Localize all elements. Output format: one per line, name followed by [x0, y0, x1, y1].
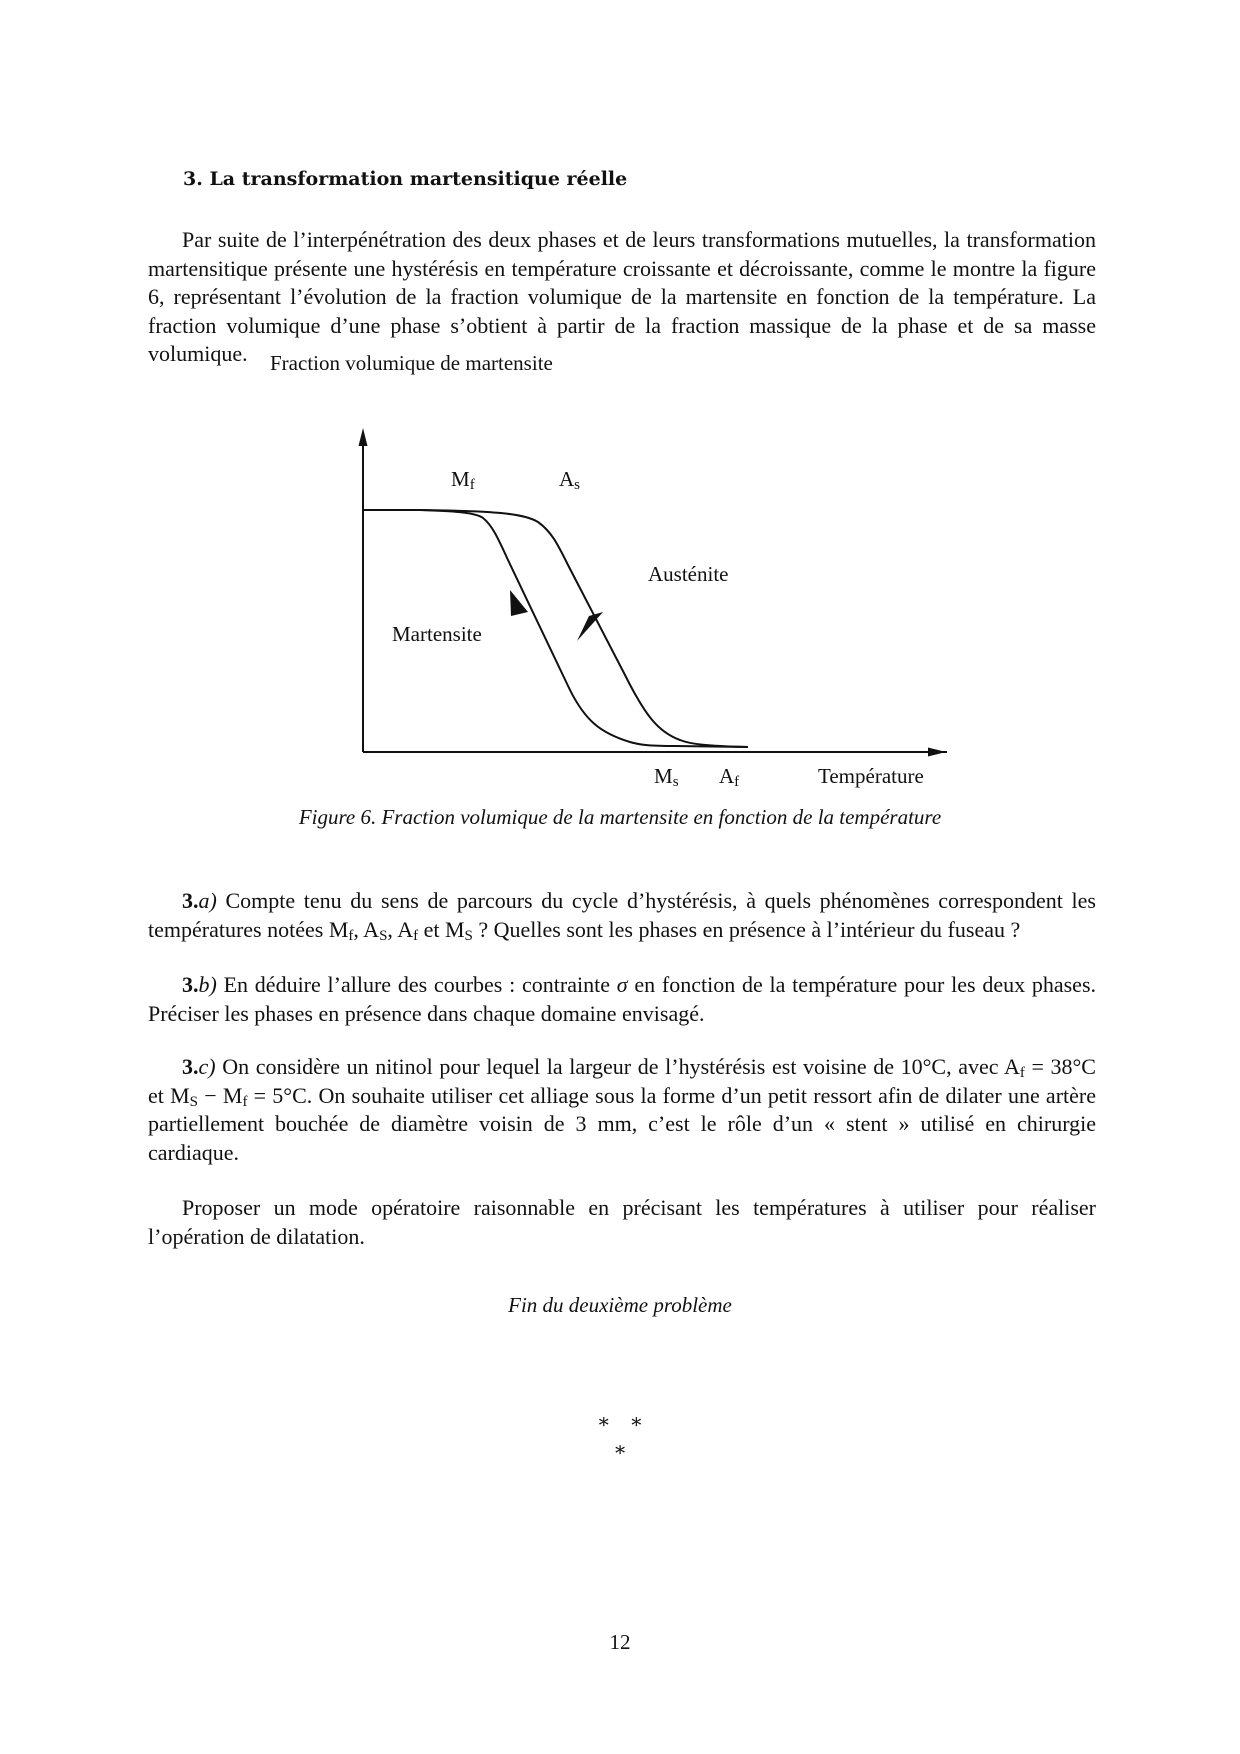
mf-label: $M_f$ [451, 467, 475, 493]
section-title: 3. La transformation martensitique réelle [183, 168, 628, 190]
martensite-label: Martensite [392, 622, 482, 646]
cooling-direction-arrow [510, 590, 528, 616]
stars-top: ∗ ∗ [596, 1409, 644, 1433]
y-axis-label: Fraction volumique de martensite [270, 351, 553, 375]
x-axis-arrowhead [928, 748, 946, 757]
austenite-label: Austénite [648, 562, 729, 586]
page-number: 12 [609, 1630, 631, 1654]
hysteresis-figure [270, 351, 990, 800]
question-3c: 3.c) On considère un nitinol pour lequel la largeur de l’hystérésis est voisine de 10°C, avec $A_f = 38^\circ C$ et $M_S - M_f = 5^\circ C$. On souhaite utiliser cet alliage sous la forme d’un petit ressort afin de dilater une artère partiellement bouchée de diamètre voisin de 3 mm, c’est le rôle d’un « stent » utilisé en chirurgie cardiaque. [148, 1054, 1096, 1165]
stars-bottom: ∗ [613, 1437, 627, 1461]
ms-label: $M_s$ [654, 764, 679, 790]
as-label: $A_s$ [559, 467, 581, 493]
question-3b: 3.b) En déduire l’allure des courbes : contrainte σ en fonction de la température pour les deux phases. Préciser les phases en présence dans chaque domaine envisagé. [148, 972, 1097, 1026]
question-3a: 3.a) Compte tenu du sens de parcours du cycle d’hystérésis, à quels phénomènes correspondent les températures notées $M_f$, $A_S$, $A_f$ et $M_S$ ? Quelles sont les phases en présence à l’intérieur du fuseau ? [148, 888, 1096, 944]
section-separator-stars [0, 1407, 1240, 1463]
x-axis-label: Température [818, 764, 924, 788]
hysteresis-plot [270, 390, 990, 800]
figure-caption: Figure 6. Fraction volumique de la martensite en fonction de la température [298, 805, 942, 829]
intro-paragraph [148, 226, 1096, 369]
intro-text: Par suite de l’interpénétration des deux phases et de leurs transformations mutuelles, la transformation martensitique présente une hystérésis en température croissante et décroissante, comme le montre la figure 6, représentant l’évolution de la fraction volumique de la martensite en fonction de la température. La fraction volumique d’une phase s’obtient à partir de la fraction massique de la phase et de sa masse volumique. [148, 227, 1096, 366]
instruction-paragraph: Proposer un mode opératoire raisonnable en précisant les températures à utiliser pour réaliser l’opération de dilatation. [148, 1195, 1096, 1249]
end-of-problem-note: Fin du deuxième problème [508, 1293, 732, 1317]
y-axis-arrowhead [359, 428, 368, 446]
af-label: $A_f$ [719, 764, 740, 790]
